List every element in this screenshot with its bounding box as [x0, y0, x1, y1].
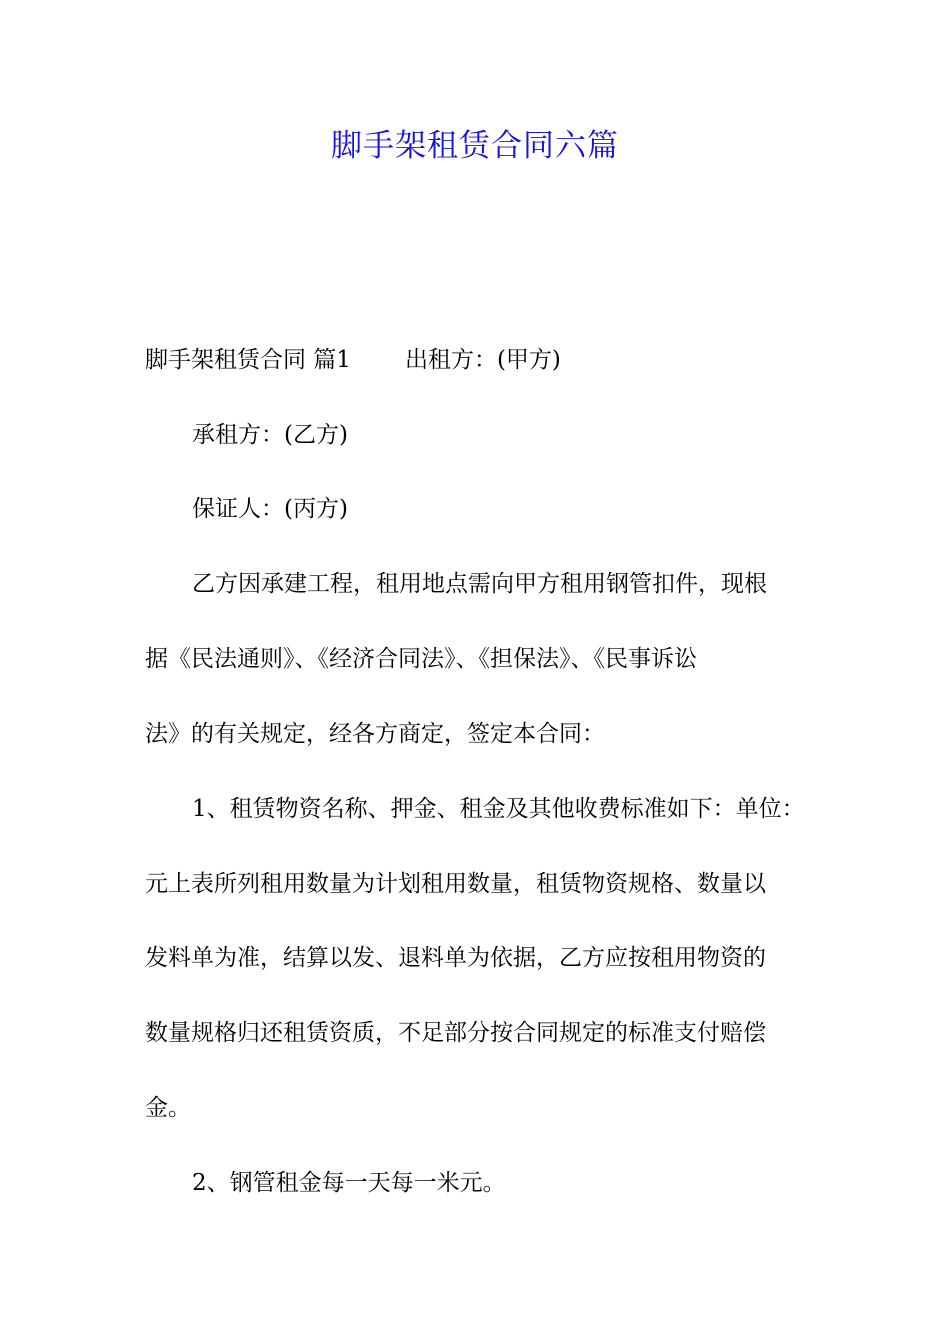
clause-line: 金。	[145, 1095, 191, 1121]
paragraph-line: 据《民法通则》、《经济合同法》、《担保法》、《民事诉讼	[145, 646, 697, 672]
document-title: 脚手架租赁合同六篇	[331, 128, 619, 164]
lessor-line: 出租方：(甲方)	[404, 347, 561, 373]
paragraph-line: 法》的有关规定，经各方商定，签定本合同：	[145, 721, 605, 747]
guarantor-line: 保证人：(丙方)	[192, 496, 348, 522]
clause-line: 2、钢管租金每一天每一米元。	[192, 1170, 506, 1196]
clause-line: 发料单为准，结算以发、退料单为依据，乙方应按租用物资的	[145, 945, 766, 971]
clause-line: 元上表所列租用数量为计划租用数量，租赁物资规格、数量以	[145, 871, 766, 897]
clause-line: 数量规格归还租赁资质，不足部分按合同规定的标准支付赔偿	[145, 1020, 766, 1046]
paragraph-line: 乙方因承建工程，租用地点需向甲方租用钢管扣件，现根	[192, 571, 767, 597]
section-heading: 脚手架租赁合同 篇1	[145, 347, 351, 373]
first-line	[145, 347, 815, 375]
clause-line: 1、租赁物资名称、押金、租金及其他收费标准如下：单位：	[192, 796, 805, 822]
lessee-line: 承租方：(乙方)	[192, 422, 348, 448]
